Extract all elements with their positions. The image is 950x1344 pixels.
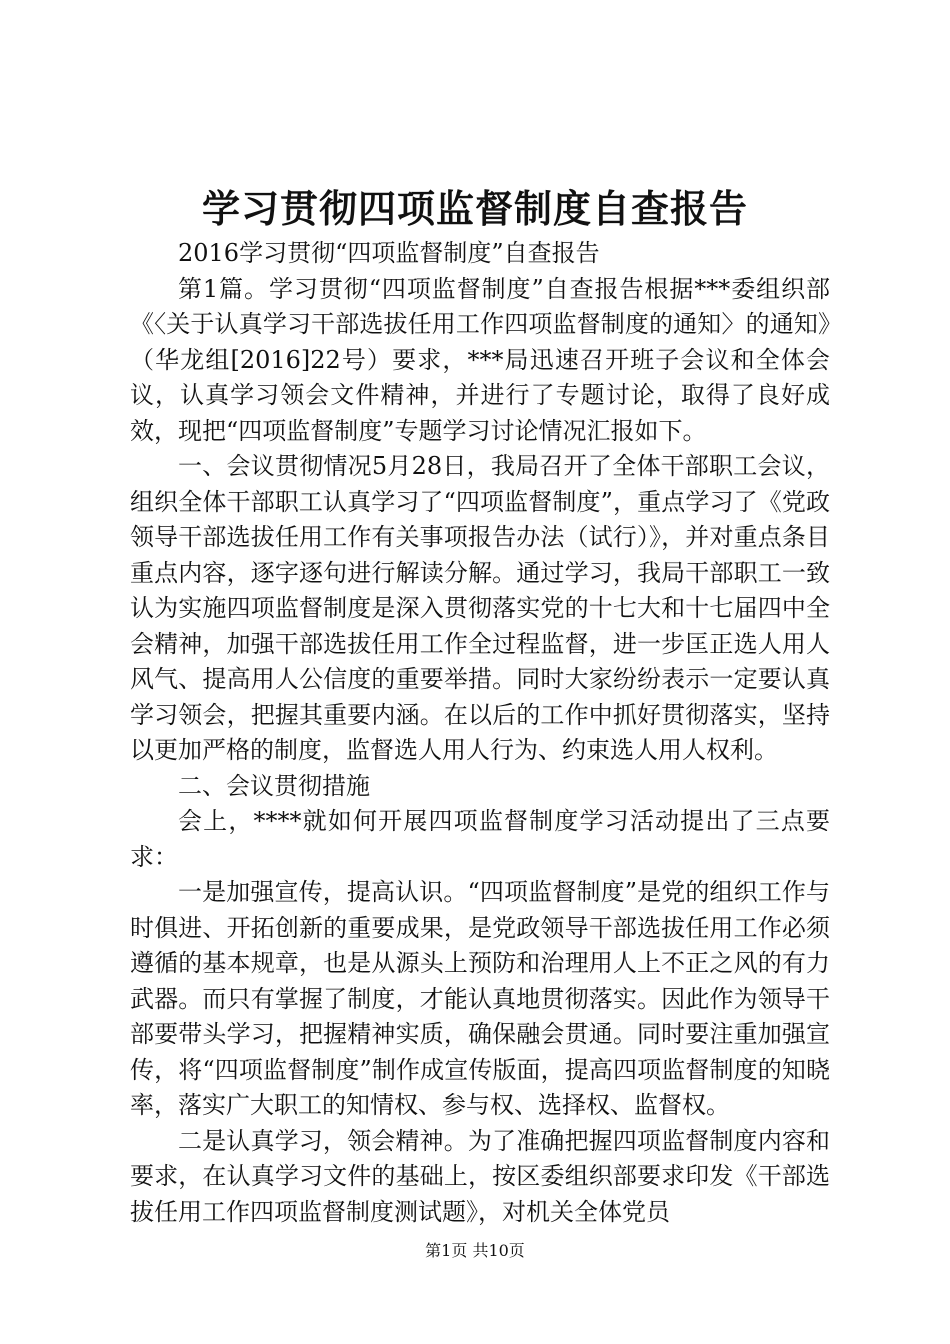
section-heading-2: 二、会议贯彻措施 <box>178 771 370 800</box>
paragraph-section-1: 一、会议贯彻情况5月28日，我局召开了全体干部职工会议，组织全体干部职工认真学习了“四项监督制度”，重点学习了《党政领导干部选拔任用工作有关事项报告办法（试行）》，并对重点条目重点内容，逐字逐句进行解读分解。通过学习，我局干部职工一致认为实施四项监督制度是深入贯彻落实党的十七大和十七届四中全会精神，加强干部选拔任用工作全过程监督，进一步匡正选人用人风气、提高用人公信度的重要举措。同时大家纷纷表示一定要认真学习领会，把握其重要内涵。在以后的工作中抓好贯彻落实，坚持以更加严格的制度，监督选人用人行为、约束选人用人权利。 <box>130 452 830 764</box>
paragraph-requirements-intro: 会上，****就如何开展四项监督制度学习活动提出了三点要求： <box>130 807 830 871</box>
page-footer: 第1页 共10页 <box>425 1241 525 1260</box>
paragraph-requirement-1: 一是加强宣传，提高认识。“四项监督制度”是党的组织工作与时俱进、开拓创新的重要成果，是党政领导干部选拔任用工作必须遵循的基本规章，也是从源头上预防和治理用人上不正之风的有力武器。而只有掌握了制度，才能认真地贯彻落实。因此作为领导干部要带头学习，把握精神实质，确保融会贯通。同时要注重加强宣传，将“四项监督制度”制作成宣传版面，提高四项监督制度的知晓率，落实广大职工的知情权、参与权、选择权、监督权。 <box>130 878 830 1119</box>
paragraph-subtitle: 2016学习贯彻“四项监督制度”自查报告 <box>178 239 600 267</box>
document-body <box>130 236 830 1230</box>
document-title: 学习贯彻四项监督制度自查报告 <box>201 186 748 231</box>
paragraph-requirement-2: 二是认真学习，领会精神。为了准确把握四项监督制度内容和要求，在认真学习文件的基础上，按区委组织部要求印发《干部选拔任用工作四项监督制度测试题》，对机关全体党员 <box>130 1126 830 1226</box>
paragraph-intro: 第1篇。学习贯彻“四项监督制度”自查报告根据***委组织部《〈关于认真学习干部选拔任用工作四项监督制度的通知〉的通知》（华龙组[2016]22号）要求，***局迅速召开班子会议和全体会议，认真学习领会文件精神，并进行了专题讨论，取得了良好成效，现把“四项监督制度”专题学习讨论情况汇报如下。 <box>130 274 830 445</box>
